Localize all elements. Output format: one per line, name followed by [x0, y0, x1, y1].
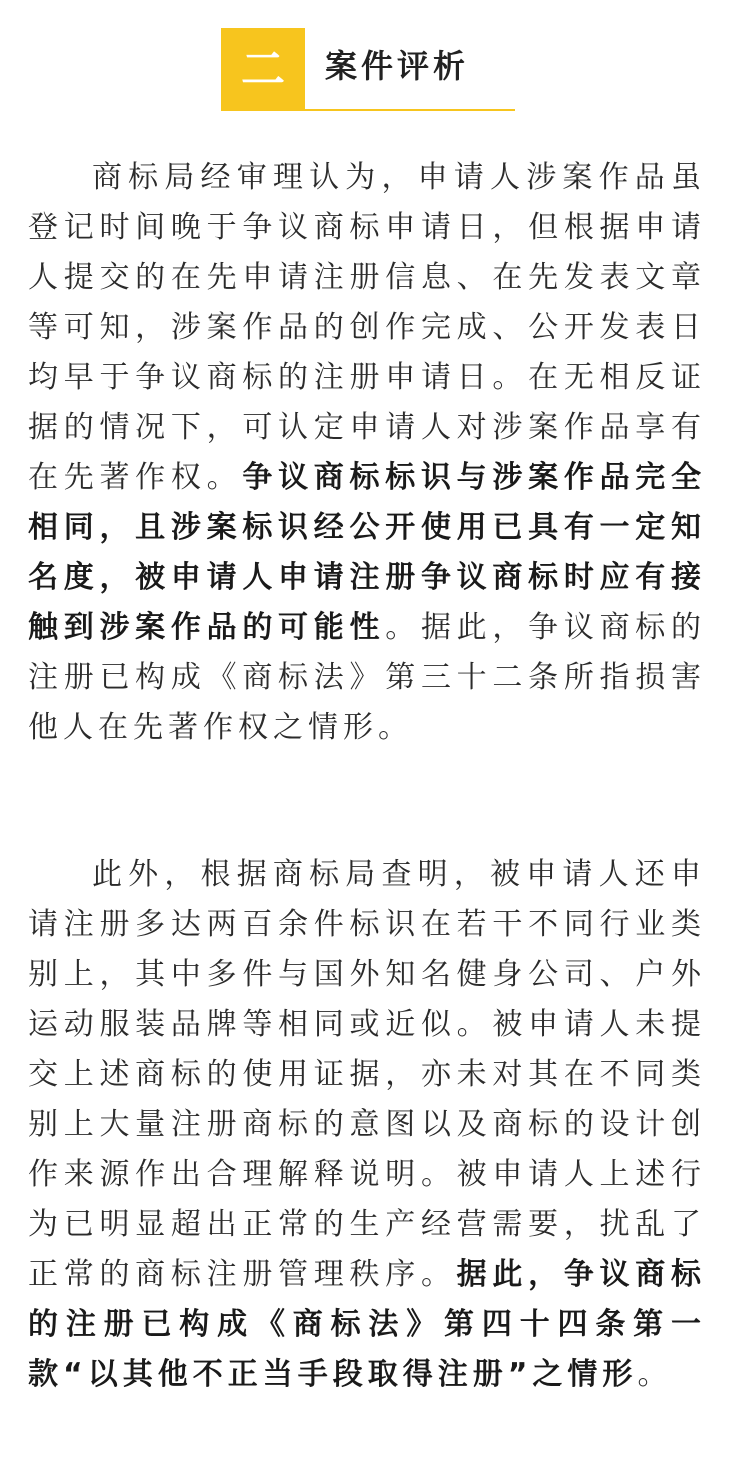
paragraph-bold-text: 争议商标标识与涉案作品完全相同，且涉案标识经公开使用已具有一定知名度，被申请人申请注册争议商标时应有接触到涉案作品的可能性 — [28, 460, 707, 645]
section-title: 案件评析 — [325, 47, 470, 85]
section-number-badge: 二 — [221, 28, 305, 111]
section-header — [221, 28, 515, 111]
paragraph-text: 。 — [637, 1357, 673, 1392]
paragraph-text: 。据此，争议商标的注册已构成《商标法》第三十二条所指损害他人在先著作权之情形。 — [28, 610, 707, 745]
paragraph-text: 此外，根据商标局查明，被申请人还申请注册多达两百余件标识在若干不同行业类别上，其中多件与国外知名健身公司、户外运动服装品牌等相同或近似。被申请人未提交上述商标的使用证据，亦未对其在不同类别上大量注册商标的意图以及商标的设计创作来源作出合理解释说明。被申请人上述行为已明显超出正常的生产经营需要，扰乱了正常的商标注册管理秩序。 — [28, 857, 706, 1292]
paragraph-additional-findings — [28, 850, 706, 1400]
paragraph-analysis — [28, 153, 706, 753]
paragraph-bold-text: 据此，争议商标的注册已构成《商标法》第四十四条第一款“以其他不正当手段取得注册”之情形 — [28, 1257, 707, 1392]
section-underline — [305, 109, 515, 111]
paragraph-text: 商标局经审理认为，申请人涉案作品虽登记时间晚于争议商标申请日，但根据申请人提交的在先申请注册信息、在先发表文章等可知，涉案作品的创作完成、公开发表日均早于争议商标的注册申请日。在无相反证据的情况下，可认定申请人对涉案作品享有在先著作权。 — [28, 160, 706, 495]
